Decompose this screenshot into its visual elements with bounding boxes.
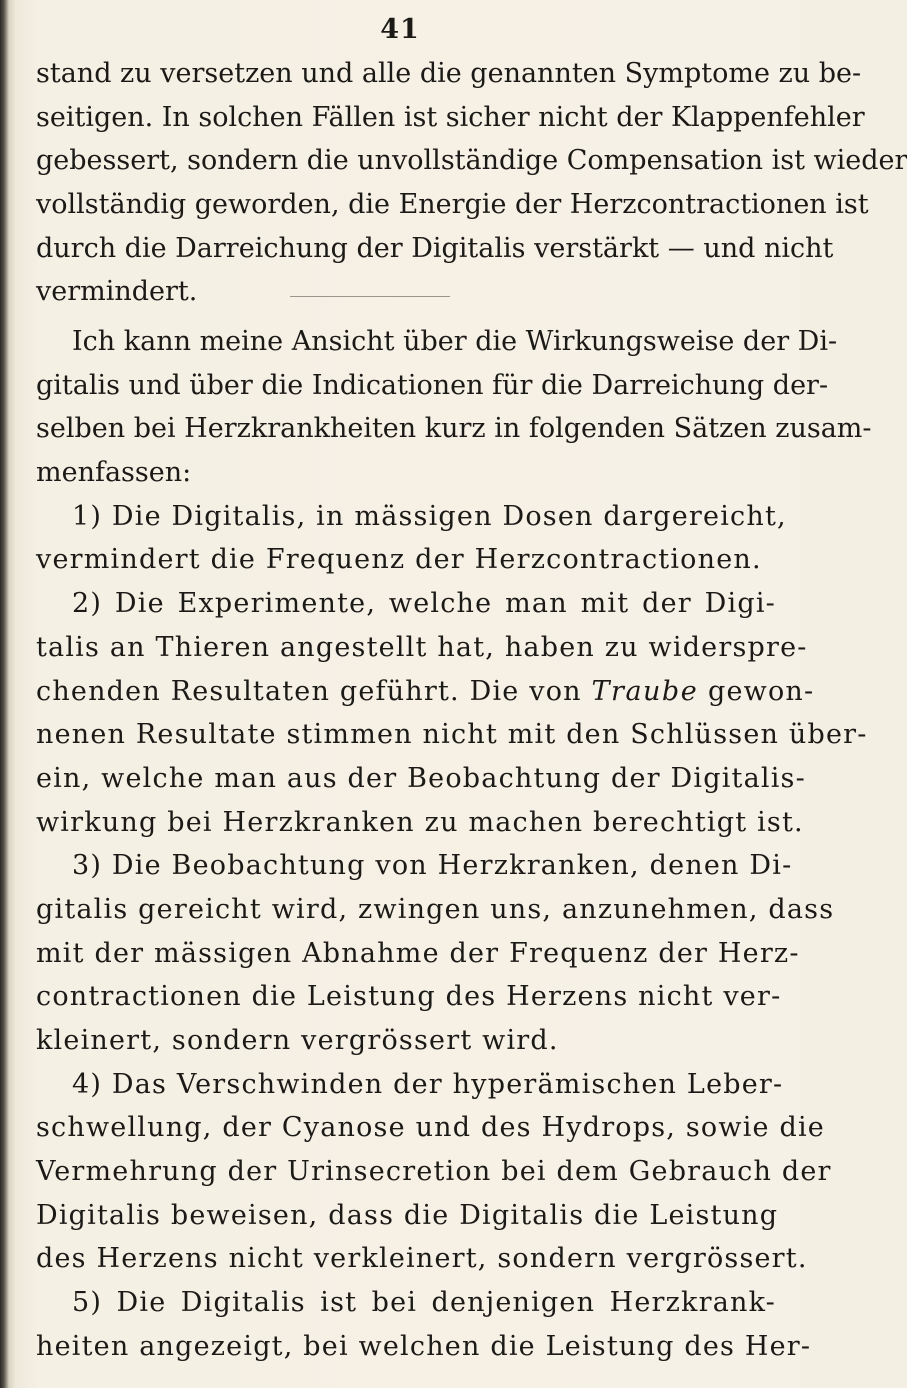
summary-section — [36, 320, 872, 1369]
text-line: schwellung, der Cyanose und des Hydrops, sowie die — [36, 1112, 825, 1144]
text-line: vollständig geworden, die Energie der Herzcontractionen ist — [36, 189, 869, 221]
author-name-traube: Traube — [591, 675, 699, 707]
text-fragment: chenden Resultaten geführt. Die von — [36, 675, 592, 707]
text-line: heiten angezeigt, bei welchen die Leistung des Her- — [36, 1330, 812, 1362]
numbered-point-1 — [36, 495, 787, 582]
paragraph-continuation — [36, 52, 907, 314]
text-line: 3) Die Beobachtung von Herzkranken, denen Di- — [72, 850, 793, 882]
text-line: kleinert, sondern vergrössert wird. — [36, 1025, 559, 1056]
text-line: ein, welche man aus der Beobachtung der Digitalis- — [36, 762, 806, 794]
intro-paragraph — [36, 320, 872, 495]
text-line: 5) Die Digitalis ist bei denjenigen Herzkrank- — [72, 1287, 776, 1319]
text-line: Ich kann meine Ansicht über die Wirkungsweise der Di- — [72, 326, 838, 357]
text-line: stand zu versetzen und alle die genannten Symptome zu be- — [36, 58, 862, 89]
text-line: 4) Das Verschwinden der hyperämischen Leber- — [72, 1068, 784, 1100]
section-divider — [290, 296, 450, 297]
text-fragment: gewon- — [698, 675, 815, 707]
numbered-point-3 — [36, 844, 835, 1062]
text-line: menfassen: — [36, 457, 192, 489]
text-line: durch die Darreichung der Digitalis verstärkt — und nicht — [36, 232, 834, 264]
numbered-point-2 — [36, 582, 868, 844]
text-line: 2) Die Experimente, welche man mit der Digi- — [72, 588, 776, 620]
text-line: Vermehrung der Urinsecretion bei dem Gebrauch der — [36, 1156, 832, 1188]
text-line: contractionen die Leistung des Herzens nicht ver- — [36, 981, 782, 1013]
text-line: nenen Resultate stimmen nicht mit den Schlüssen über- — [36, 719, 868, 751]
text-line: selben bei Herzkrankheiten kurz in folgenden Sätzen zusam- — [36, 413, 872, 445]
text-line: vermindert. — [36, 276, 198, 308]
text-line: 1) Die Digitalis, in mässigen Dosen dargereicht, — [72, 500, 787, 532]
text-line: seitigen. In solchen Fällen ist sicher nicht der Klappenfehler — [36, 101, 865, 133]
text-line: vermindert die Frequenz der Herzcontractionen. — [36, 544, 762, 576]
numbered-point-4 — [36, 1063, 832, 1281]
text-line: talis an Thieren angestellt hat, haben zu widerspre- — [36, 631, 808, 663]
text-line: gitalis und über die Indicationen für die Darreichung der- — [36, 369, 829, 401]
numbered-point-5 — [36, 1281, 812, 1368]
text-line — [36, 670, 815, 714]
text-line: Digitalis beweisen, dass die Digitalis die Leistung — [36, 1199, 779, 1231]
text-line: mit der mässigen Abnahme der Frequenz der Herz- — [36, 937, 800, 969]
page-number: 41 — [380, 14, 420, 45]
text-line: gebessert, sondern die unvollständige Compensation ist wieder — [36, 145, 907, 177]
text-line: wirkung bei Herzkranken zu machen berechtigt ist. — [36, 806, 804, 838]
text-line: gitalis gereicht wird, zwingen uns, anzunehmen, dass — [36, 893, 835, 925]
text-line: des Herzens nicht verkleinert, sondern vergrössert. — [36, 1243, 808, 1275]
